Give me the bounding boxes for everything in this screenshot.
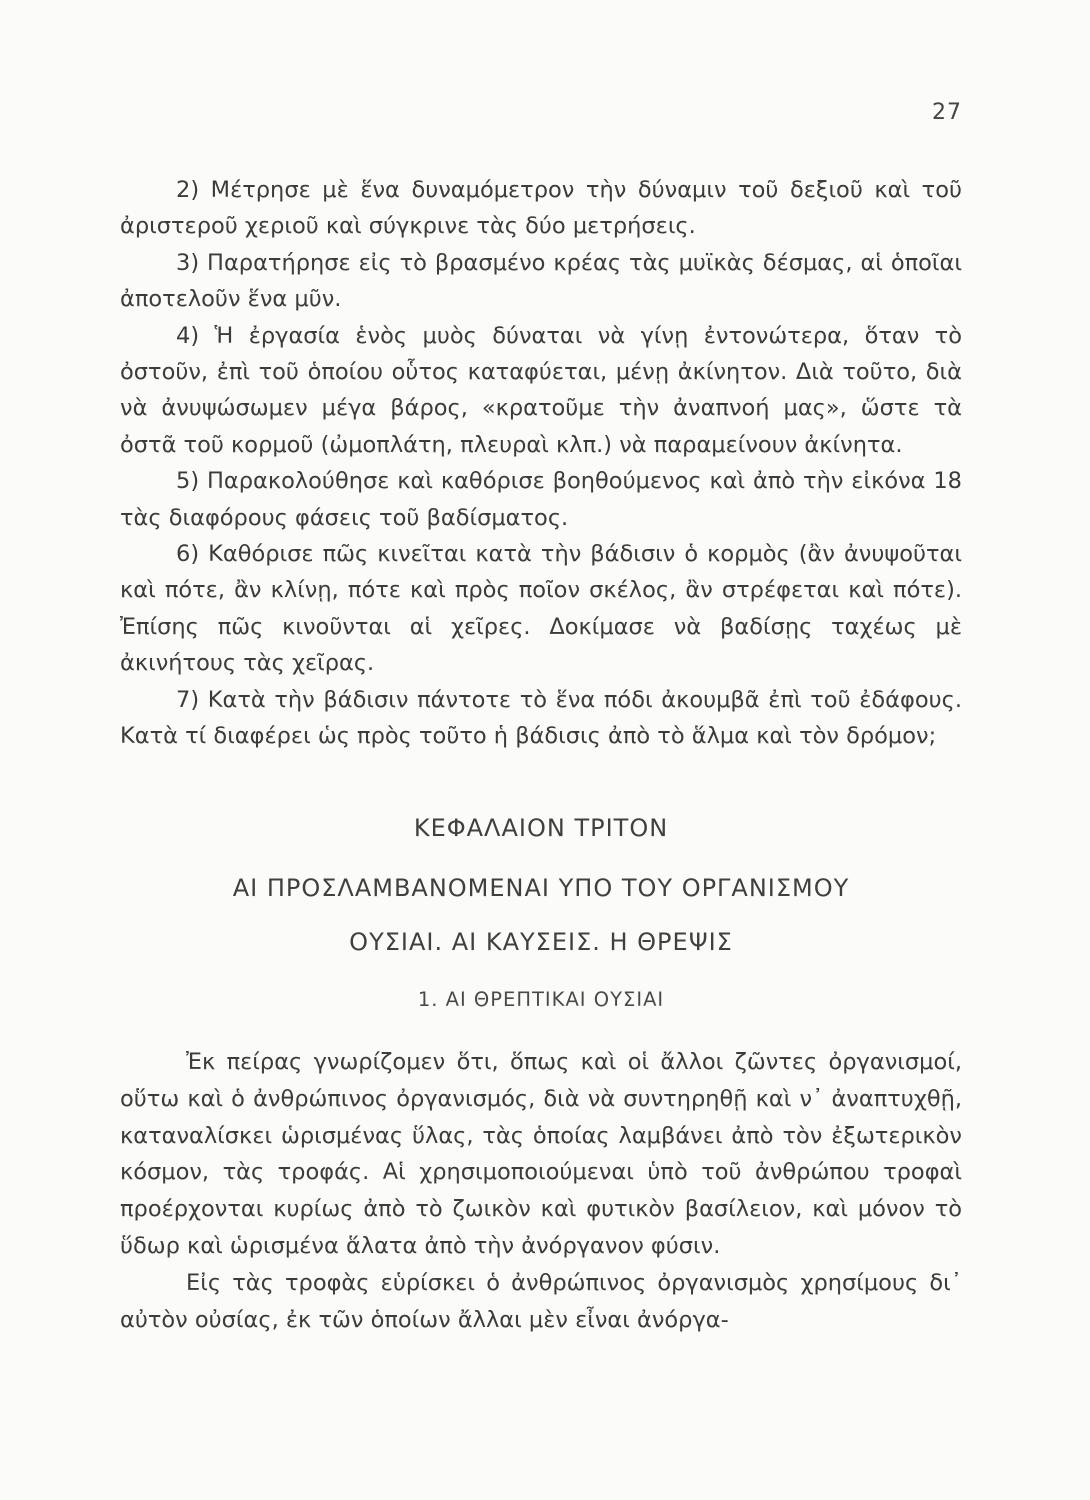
- body-paragraph-1: Ἐκ πείρας γνωρίζομεν ὅτι, ὅπως καὶ οἱ ἄλλοι ζῶντες ὀργανισμοί, οὕτω καὶ ὁ ἀνθρώπινος ὀργανισμός, διὰ νὰ συντηρηθῇ καὶ ν᾿ ἀναπτυχθῇ, καταναλίσκει ὡρισμένας ὕλας, τὰς ὁποίας λαμβάνει ἀπὸ τὸν ἐξωτερικὸν κόσμον, τὰς τροφάς. Αἱ χρησιμοποιούμεναι ὑπὸ τοῦ ἀνθρώπου τροφαὶ προέρχονται κυρίως ἀπὸ τὸ ζωικὸν καὶ φυτικὸν βασίλειον, καὶ μόνον τὸ ὕδωρ καὶ ὡρισμένα ἅλατα ἀπὸ τὴν ἀνόργανον φύσιν.: [120, 1049, 962, 1259]
- exercise-item-6: 6) Καθόρισε πῶς κινεῖται κατὰ τὴν βάδισιν ὁ κορμὸς (ἂν ἀνυψοῦται καὶ πότε, ἂν κλίνῃ, πότε καὶ πρὸς ποῖον σκέλος, ἂν στρέφεται καὶ πότε). Ἐπίσης πῶς κινοῦνται αἱ χεῖρες. Δοκίμασε νὰ βαδίσῃς ταχέως μὲ ἀκινήτους τὰς χεῖρας.: [120, 541, 962, 677]
- section-body: [120, 1044, 962, 1338]
- exercise-item-4: 4) Ἡ ἐργασία ἑνὸς μυὸς δύναται νὰ γίνῃ ἐντονώτερα, ὅταν τὸ ὀστοῦν, ἐπὶ τοῦ ὁποίου οὗτος καταφύεται, μένῃ ἀκίνητον. Διὰ τοῦτο, διὰ νὰ ἀνυψώσωμεν μέγα βάρος, «κρατοῦμε τὴν ἀναπνοή μας», ὥστε τὰ ὀστᾶ τοῦ κορμοῦ (ὠμοπλάτη, πλευραὶ κλπ.) νὰ παραμείνουν ἀκίνητα.: [120, 322, 962, 458]
- chapter-title-line-2: ΟΥΣΙΑΙ. ΑΙ ΚΑΥΣΕΙΣ. Η ΘΡΕΨΙΣ: [349, 928, 733, 956]
- exercise-list: [120, 172, 962, 755]
- book-page: [120, 0, 962, 1500]
- section-heading: 1. ΑΙ ΘΡΕΠΤΙΚΑΙ ΟΥΣΙΑΙ: [417, 988, 665, 1011]
- chapter-label: ΚΕΦΑΛΑΙΟΝ ΤΡΙΤΟΝ: [413, 814, 669, 842]
- exercise-item-5: 5) Παρακολούθησε καὶ καθόρισε βοηθούμενος καὶ ἀπὸ τὴν εἰκόνα 18 τὰς διαφόρους φάσεις τοῦ βαδίσματος.: [120, 468, 962, 531]
- exercise-item-3: 3) Παρατήρησε εἰς τὸ βρασμένο κρέας τὰς μυϊκὰς δέσμας, αἱ ὁποῖαι ἀποτελοῦν ἕνα μῦν.: [120, 249, 962, 313]
- page-number: 27: [932, 100, 962, 125]
- body-paragraph-2: Εἰς τὰς τροφὰς εὑρίσκει ὁ ἀνθρώπινος ὀργανισμὸς χρησίμους δι᾿ αὐτὸν οὐσίας, ἐκ τῶν ὁποίων ἄλλαι μὲν εἶναι ἀνόργα-: [120, 1269, 962, 1333]
- chapter-title-line-1: ΑΙ ΠΡΟΣΛΑΜΒΑΝΟΜΕΝΑΙ ΥΠΟ ΤΟΥ ΟΡΓΑΝΙΣΜΟΥ: [232, 874, 850, 902]
- exercise-item-2: 2) Μέτρησε μὲ ἕνα δυναμόμετρον τὴν δύναμιν τοῦ δεξιοῦ καὶ τοῦ ἀριστεροῦ χεριοῦ καὶ σύγκρινε τὰς δύο μετρήσεις.: [120, 177, 962, 240]
- exercise-item-7: 7) Κατὰ τὴν βάδισιν πάντοτε τὸ ἕνα πόδι ἀκουμβᾶ ἐπὶ τοῦ ἐδάφους. Κατὰ τί διαφέρει ὡς πρὸς τοῦτο ἡ βάδισις ἀπὸ τὸ ἅλμα καὶ τὸν δρόμον;: [120, 686, 962, 750]
